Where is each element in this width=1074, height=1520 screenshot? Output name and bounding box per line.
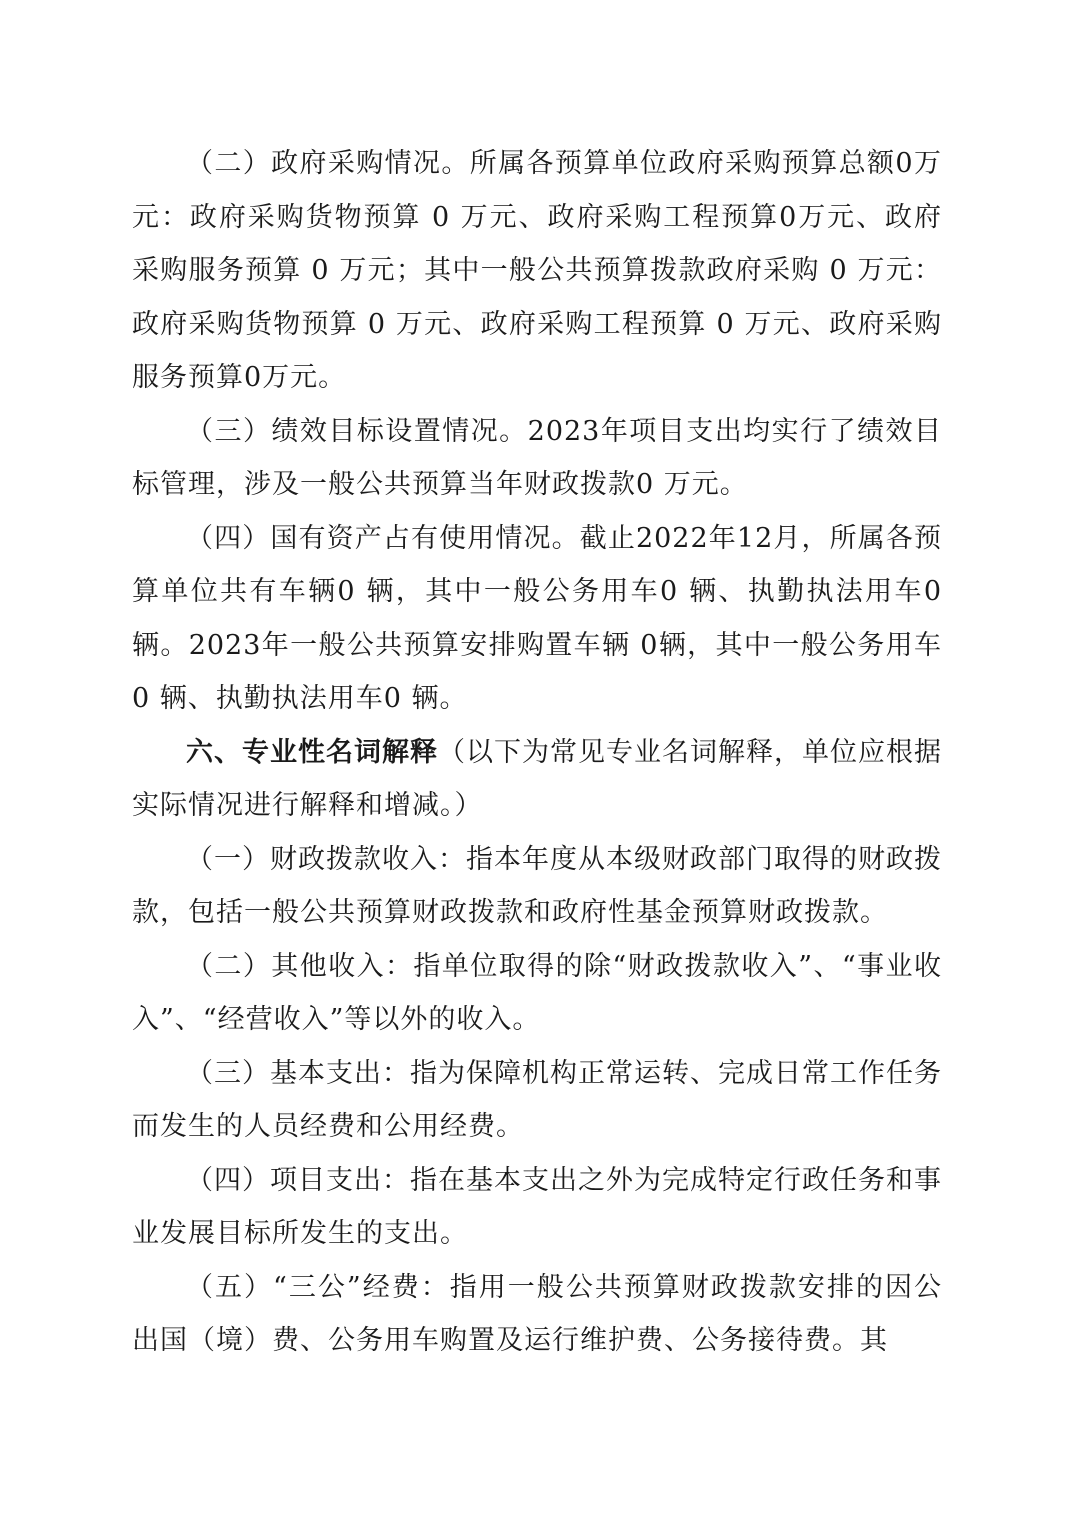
paragraph-state-assets: （四）国有资产占有使用情况。截止2022年12月，所属各预算单位共有车辆0 辆，其中一般公务用车0 辆、执勤执法用车0 辆。2023年一般公共预算安排购置车辆 0辆，其中一般公务用车0 辆、执勤执法用车0 辆。 [132,522,942,714]
paragraph-term-other-income: （二）其他收入：指单位取得的除“财政拨款收入”、“事业收入”、“经营收入”等以外的收入。 [132,950,942,1035]
section-heading-note: （以下为常见专业名词解释，单位应根据实际情况进行解释和增减。） [132,736,942,821]
paragraph-terminology-heading [132,726,942,833]
paragraph-term-fiscal-appropriation: （一）财政拨款收入：指本年度从本级财政部门取得的财政拨款，包括一般公共预算财政拨款和政府性基金预算财政拨款。 [132,843,942,928]
section-heading: 六、专业性名词解释 [186,736,438,768]
paragraph-term-basic-expenditure: （三）基本支出：指为保障机构正常运转、完成日常工作任务而发生的人员经费和公用经费。 [132,1057,942,1142]
paragraph-performance-targets: （三）绩效目标设置情况。2023年项目支出均实行了绩效目标管理，涉及一般公共预算当年财政拨款0 万元。 [132,415,942,500]
paragraph-government-procurement: （二）政府采购情况。所属各预算单位政府采购预算总额0万元：政府采购货物预算 0 万元、政府采购工程预算0万元、政府采购服务预算 0 万元；其中一般公共预算拨款政府采购 0 万元：政府采购货物预算 0 万元、政府采购工程预算 0 万元、政府采购服务预算0万元。 [132,148,942,393]
document-page [132,137,942,1368]
paragraph-term-three-public-expenses: （五）“三公”经费：指用一般公共预算财政拨款安排的因公出国（境）费、公务用车购置及运行维护费、公务接待费。其 [132,1271,942,1356]
paragraph-term-project-expenditure: （四）项目支出：指在基本支出之外为完成特定行政任务和事业发展目标所发生的支出。 [132,1164,942,1249]
